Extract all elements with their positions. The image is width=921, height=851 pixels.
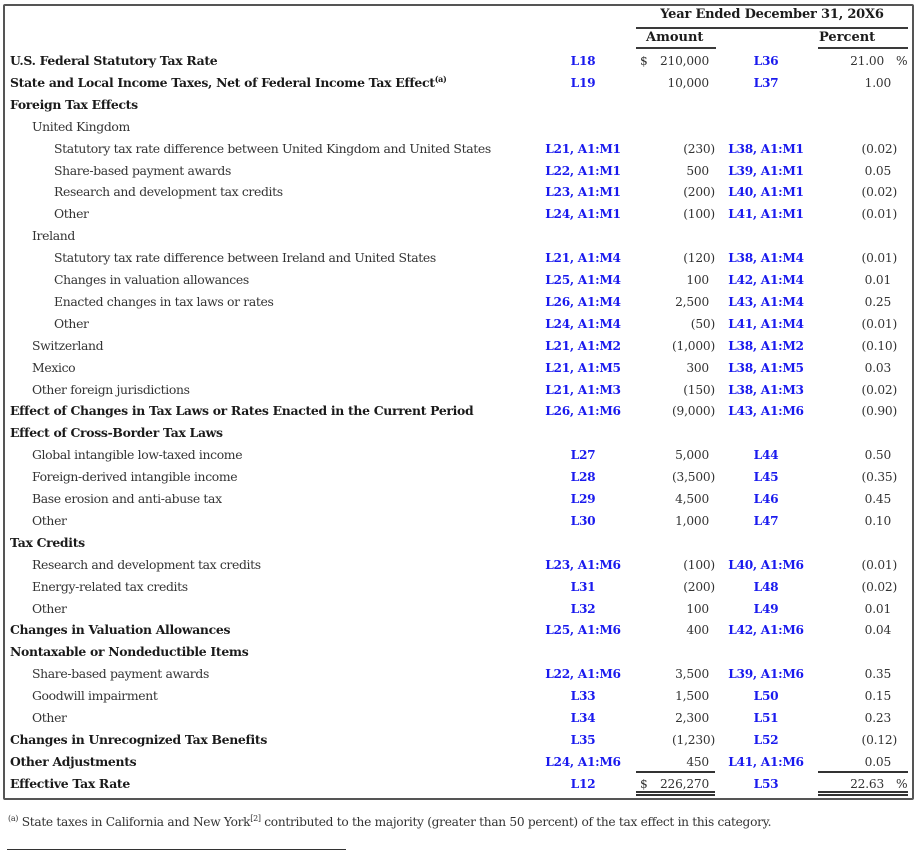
table-row-section <box>0 400 921 422</box>
row-label-text: Share-based payment awards <box>32 666 209 682</box>
row-label <box>10 641 248 663</box>
amount-reference-link[interactable]: L33 <box>570 689 596 704</box>
percent-reference-link[interactable]: L38, A1:M2 <box>728 338 804 353</box>
percent-reference-link[interactable]: L41, A1:M1 <box>728 207 804 222</box>
row-label <box>32 444 242 466</box>
table-row <box>0 116 921 138</box>
percent-value: 0.05 <box>864 163 891 178</box>
row-label <box>32 225 75 247</box>
percent-value: (0.01) <box>861 251 897 266</box>
row-label-text: Effect of Changes in Tax Laws or Rates Enacted in the Current Period <box>10 403 474 419</box>
row-label <box>10 751 136 773</box>
percent-reference-link[interactable]: L42, A1:M6 <box>728 623 804 638</box>
amount-value: (200) <box>683 185 715 200</box>
row-label <box>32 116 130 138</box>
row-label-text: Ireland <box>32 228 75 244</box>
amount-value: 400 <box>686 623 709 638</box>
row-label <box>54 160 231 182</box>
percent-value: 0.35 <box>864 667 891 682</box>
percent-reference-link[interactable]: L52 <box>753 732 779 747</box>
percent-reference-link[interactable]: L38, A1:M1 <box>728 141 804 156</box>
percent-value: 0.04 <box>864 623 891 638</box>
table-row <box>0 313 921 335</box>
row-label-text: Research and development tax credits <box>32 556 261 572</box>
table-row-section <box>0 94 921 116</box>
amount-header-rule <box>636 47 716 49</box>
table-row-section <box>0 50 921 72</box>
table-row-section <box>0 773 921 795</box>
row-label <box>54 247 436 269</box>
percent-value: 21.00 <box>850 54 884 68</box>
footnote <box>8 815 771 829</box>
row-label-text: Global intangible low-taxed income <box>32 447 243 463</box>
row-label <box>32 685 158 707</box>
table-row <box>0 598 921 620</box>
amount-reference-link[interactable]: L24, A1:M6 <box>545 754 621 769</box>
row-label <box>54 181 283 203</box>
row-label-text: Foreign-derived intangible income <box>32 469 238 485</box>
percent-value: (0.35) <box>861 470 897 485</box>
row-label <box>32 663 209 685</box>
row-label <box>54 313 89 335</box>
amount-value: 1,500 <box>675 689 709 704</box>
row-label <box>32 598 67 620</box>
percent-column-header: Percent <box>819 30 876 45</box>
table-row <box>0 510 921 532</box>
footnote-marker[interactable]: (a) <box>434 73 447 84</box>
amount-value: 500 <box>686 163 709 178</box>
amount-value: (200) <box>683 579 715 594</box>
amount-value: 2,300 <box>675 711 709 725</box>
percent-value: (0.02) <box>861 185 897 200</box>
row-label <box>10 532 85 554</box>
percent-value: 1.00 <box>864 75 891 90</box>
amount-reference-link[interactable]: L29 <box>570 492 596 506</box>
row-label-text: Changes in Valuation Allowances <box>10 622 231 638</box>
amount-reference-link[interactable]: L35 <box>570 732 596 747</box>
row-label-text: Foreign Tax Effects <box>10 96 138 112</box>
amount-reference-link[interactable]: L21, A1:M2 <box>545 338 621 353</box>
amount-value: (120) <box>683 251 715 266</box>
row-label <box>32 488 222 510</box>
percent-value: 0.01 <box>864 273 891 287</box>
table-row <box>0 335 921 357</box>
percent-value: 22.63 <box>850 776 884 791</box>
amount-value: 210,000 <box>660 54 709 68</box>
subtotal-rule-percent <box>818 771 908 773</box>
amount-value: (150) <box>683 382 715 397</box>
amount-value: 2,500 <box>675 294 709 309</box>
amount-reference-link[interactable]: L22, A1:M1 <box>545 163 621 178</box>
row-label <box>32 707 67 729</box>
row-label <box>54 203 89 225</box>
amount-value: (1,000) <box>672 338 715 353</box>
amount-value: 10,000 <box>667 75 709 90</box>
row-label <box>32 379 190 401</box>
row-label <box>32 335 103 357</box>
percent-reference-link[interactable]: L36 <box>753 54 779 68</box>
percent-reference-link[interactable]: L38, A1:M4 <box>728 251 804 266</box>
row-label <box>54 291 274 313</box>
footnote-text-continued: contributed to the majority (greater than 50 percent) of the tax effect in this category. <box>260 815 772 829</box>
percent-reference-link[interactable]: L47 <box>753 513 779 528</box>
amount-value: 100 <box>686 601 709 616</box>
footnote-separator <box>7 849 346 850</box>
amount-value: 3,500 <box>675 667 709 682</box>
percent-value: 0.23 <box>864 711 891 725</box>
percent-reference-link[interactable]: L40, A1:M6 <box>728 557 804 572</box>
percent-value: (0.90) <box>861 404 897 419</box>
row-label-text: State and Local Income Taxes, Net of Federal Income Tax Effect <box>10 74 435 90</box>
row-label <box>10 50 217 72</box>
amount-reference-link[interactable]: L19 <box>570 75 596 90</box>
percent-reference-link[interactable]: L41, A1:M4 <box>728 316 804 331</box>
row-label-text: Goodwill impairment <box>32 688 158 704</box>
row-label-text: Changes in Unrecognized Tax Benefits <box>10 731 268 747</box>
table-row-section <box>0 751 921 773</box>
row-label-text: Other <box>32 710 67 725</box>
table-row <box>0 707 921 729</box>
row-label-text: Mexico <box>32 359 76 375</box>
amount-reference-link[interactable]: L31 <box>570 579 596 594</box>
currency-symbol: $ <box>640 776 648 791</box>
table-row <box>0 663 921 685</box>
amount-value: 226,270 <box>660 776 709 791</box>
row-label-text: Nontaxable or Nondeductible Items <box>10 644 249 660</box>
amount-reference-link[interactable]: L34 <box>570 711 596 725</box>
percent-value: (0.01) <box>861 316 897 331</box>
percent-reference-link[interactable]: L46 <box>753 492 779 506</box>
amount-reference-link[interactable]: L23, A1:M6 <box>545 557 621 572</box>
table-row <box>0 357 921 379</box>
row-label-text: Other <box>54 315 89 331</box>
table-row <box>0 181 921 203</box>
percent-value: (0.02) <box>861 579 897 594</box>
percent-value: (0.01) <box>861 207 897 222</box>
amount-reference-link[interactable]: L21, A1:M3 <box>545 382 621 397</box>
percent-value: 0.25 <box>864 294 891 309</box>
table-row <box>0 444 921 466</box>
amount-reference-link[interactable]: L23, A1:M1 <box>545 185 621 200</box>
amount-reference-link[interactable]: L25, A1:M6 <box>545 623 621 638</box>
row-label <box>32 510 67 532</box>
row-label-text: U.S. Federal Statutory Tax Rate <box>10 53 218 68</box>
percent-value: (0.12) <box>861 732 897 747</box>
percent-reference-link[interactable]: L44 <box>753 448 779 463</box>
percent-reference-link[interactable]: L39, A1:M6 <box>728 667 804 682</box>
row-label-text: Effect of Cross-Border Tax Laws <box>10 425 223 441</box>
percent-reference-link[interactable]: L37 <box>753 75 779 90</box>
row-label-text: Switzerland <box>32 337 104 353</box>
amount-value: (50) <box>690 316 715 331</box>
table-row <box>0 203 921 225</box>
row-label-text: Energy-related tax credits <box>32 578 188 594</box>
row-label <box>10 619 230 641</box>
percent-header-rule <box>818 47 908 49</box>
amount-reference-link[interactable]: L21, A1:M1 <box>545 141 621 156</box>
table-row <box>0 247 921 269</box>
row-label-text: Base erosion and anti-abuse tax <box>32 491 222 506</box>
amount-value: 1,000 <box>675 513 709 528</box>
row-label <box>32 554 261 576</box>
row-label-text: Effective Tax Rate <box>10 775 130 791</box>
amount-reference-link[interactable]: L27 <box>570 448 596 463</box>
percent-reference-link[interactable]: L48 <box>753 579 779 594</box>
row-label <box>10 400 473 422</box>
table-row <box>0 554 921 576</box>
percent-value: (0.02) <box>861 382 897 397</box>
percent-reference-link[interactable]: L50 <box>753 689 779 704</box>
percent-value: (0.01) <box>861 557 897 572</box>
percent-value: 0.15 <box>864 689 891 704</box>
percent-reference-link[interactable]: L53 <box>753 776 779 791</box>
currency-symbol: $ <box>640 54 648 68</box>
amount-reference-link[interactable]: L25, A1:M4 <box>545 273 621 287</box>
amount-value: 4,500 <box>675 492 709 506</box>
row-label <box>32 466 237 488</box>
amount-value: 300 <box>686 360 709 375</box>
percent-reference-link[interactable]: L41, A1:M6 <box>728 754 804 769</box>
row-label <box>10 729 267 751</box>
table-row-section <box>0 729 921 751</box>
subtotal-rule-amount <box>636 771 715 773</box>
amount-reference-link[interactable]: L22, A1:M6 <box>545 667 621 682</box>
percent-reference-link[interactable]: L43, A1:M4 <box>728 294 804 309</box>
percent-value: 0.03 <box>864 360 891 375</box>
row-label-text: Enacted changes in tax laws or rates <box>54 293 274 309</box>
amount-value: 5,000 <box>675 448 709 463</box>
amount-value: 100 <box>686 273 709 287</box>
table-row <box>0 379 921 401</box>
row-label <box>32 357 75 379</box>
footnote-text: State taxes in California and New York <box>21 815 251 829</box>
row-label <box>10 72 447 94</box>
row-label-text: Other <box>54 206 89 222</box>
row-label <box>54 269 249 291</box>
percent-value: (0.10) <box>861 338 897 353</box>
amount-reference-link[interactable]: L12 <box>570 776 596 791</box>
amount-value: (230) <box>683 141 715 156</box>
amount-value: 450 <box>686 754 709 769</box>
table-row <box>0 488 921 510</box>
table-row <box>0 291 921 313</box>
row-label-text: Other Adjustments <box>10 753 137 769</box>
amount-reference-link[interactable]: L28 <box>570 470 596 485</box>
percent-reference-link[interactable]: L51 <box>753 711 779 725</box>
table-row <box>0 466 921 488</box>
percent-value: 0.01 <box>864 601 891 616</box>
amount-reference-link[interactable]: L26, A1:M4 <box>545 294 621 309</box>
table-row <box>0 160 921 182</box>
table-row <box>0 269 921 291</box>
amount-reference-link[interactable]: L18 <box>570 54 596 68</box>
percent-value: 0.10 <box>864 513 891 528</box>
amount-reference-link[interactable]: L32 <box>570 601 596 616</box>
row-label-text: Research and development tax credits <box>54 184 283 200</box>
row-label-text: Other <box>32 512 67 528</box>
row-label <box>10 422 223 444</box>
row-label-text: Changes in valuation allowances <box>54 272 249 287</box>
amount-value: (100) <box>683 557 715 572</box>
table-row-section <box>0 532 921 554</box>
percent-reference-link[interactable]: L43, A1:M6 <box>728 404 804 419</box>
row-label-text: Other <box>32 600 67 616</box>
percent-reference-link[interactable]: L45 <box>753 470 779 485</box>
percent-reference-link[interactable]: L39, A1:M1 <box>728 163 804 178</box>
row-label-text: Statutory tax rate difference between United Kingdom and United States <box>54 140 491 156</box>
period-header: Year Ended December 31, 20X6 <box>660 7 884 22</box>
table-row-section <box>0 641 921 663</box>
amount-value: (100) <box>683 207 715 222</box>
amount-value: (9,000) <box>672 404 715 419</box>
row-label <box>32 576 188 598</box>
percent-reference-link[interactable]: L38, A1:M3 <box>728 382 804 397</box>
amount-value: (3,500) <box>672 470 715 485</box>
row-label <box>10 94 138 116</box>
percent-reference-link[interactable]: L38, A1:M5 <box>728 360 804 375</box>
row-label-text: United Kingdom <box>32 118 130 134</box>
amount-value: (1,230) <box>672 732 715 747</box>
row-label-text: Statutory tax rate difference between Ireland and United States <box>54 250 436 266</box>
row-label-text: Other foreign jurisdictions <box>32 381 190 397</box>
period-header-rule <box>636 27 908 29</box>
percent-symbol: % <box>896 776 908 791</box>
table-row <box>0 225 921 247</box>
total-double-rule-percent <box>818 791 908 796</box>
footnote-marker: (a) <box>8 813 19 823</box>
table-row-section <box>0 72 921 94</box>
row-label <box>10 773 130 795</box>
percent-value: (0.02) <box>861 141 897 156</box>
table-row-section <box>0 422 921 444</box>
table-row <box>0 685 921 707</box>
amount-reference-link[interactable]: L21, A1:M5 <box>545 360 621 375</box>
percent-symbol: % <box>896 54 908 68</box>
table-row-section <box>0 619 921 641</box>
footnote-reference[interactable]: [2] <box>250 813 261 823</box>
amount-column-header: Amount <box>646 30 704 45</box>
percent-reference-link[interactable]: L42, A1:M4 <box>728 273 804 287</box>
row-label-text: Tax Credits <box>10 534 85 550</box>
percent-value: 0.05 <box>864 754 891 769</box>
table-row <box>0 138 921 160</box>
percent-value: 0.45 <box>864 492 891 506</box>
amount-reference-link[interactable]: L24, A1:M4 <box>545 316 621 331</box>
row-label-text: Share-based payment awards <box>54 162 231 178</box>
amount-reference-link[interactable]: L24, A1:M1 <box>545 207 621 222</box>
percent-reference-link[interactable]: L40, A1:M1 <box>728 185 804 200</box>
total-double-rule-amount <box>636 791 715 796</box>
row-label <box>54 138 491 160</box>
amount-reference-link[interactable]: L30 <box>570 513 596 528</box>
percent-value: 0.50 <box>864 448 891 463</box>
amount-reference-link[interactable]: L21, A1:M4 <box>545 251 621 266</box>
percent-reference-link[interactable]: L49 <box>753 601 779 616</box>
amount-reference-link[interactable]: L26, A1:M6 <box>545 404 621 419</box>
table-row <box>0 576 921 598</box>
